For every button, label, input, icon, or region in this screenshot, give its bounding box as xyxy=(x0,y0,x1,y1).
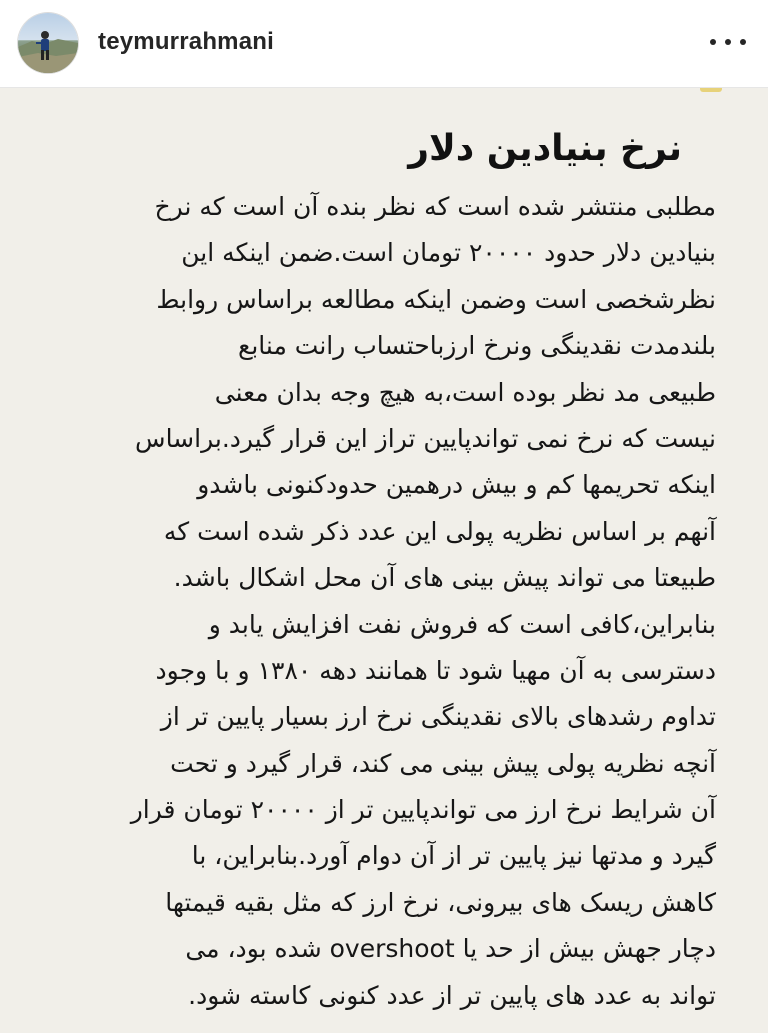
post-line: طبیعتا می تواند پیش بینی های آن محل اشکال باشد. xyxy=(173,563,716,593)
username[interactable]: teymurrahmani xyxy=(98,28,274,55)
post-header xyxy=(0,0,768,88)
post-line: بنیادین دلار حدود ۲۰۰۰۰ تومان است.ضمن اینکه این xyxy=(181,238,716,268)
more-dot xyxy=(710,39,716,45)
post-line: گیرد و مدتها نیز پایین تر از آن دوام آورد.بنابراین، با xyxy=(191,841,716,871)
more-dot xyxy=(725,39,731,45)
post-line: آنچه نظریه پولی پیش بینی می کند، قرار گیرد و تحت xyxy=(170,748,716,778)
post-line: دسترسی به آن مهیا شود تا همانند دهه ۱۳۸۰ و با وجود xyxy=(155,655,716,685)
post-title: نرخ بنیادین دلار xyxy=(408,128,682,169)
post-line: اینکه تحریمها کم و بیش درهمین حدودکنونی باشدو xyxy=(197,470,716,500)
post-line: تواند به عدد های پایین تر از عدد کنونی کاسته شود. xyxy=(188,980,716,1010)
avatar[interactable] xyxy=(18,13,78,73)
post-line: آنهم بر اساس نظریه پولی این عدد ذکر شده است که xyxy=(163,516,716,546)
avatar-photo xyxy=(18,13,78,73)
more-horizontal-icon[interactable] xyxy=(710,30,746,54)
post-line: بلندمدت نقدینگی ونرخ ارزباحتساب رانت منابع xyxy=(238,331,716,361)
post-image[interactable] xyxy=(0,88,768,1033)
post-line: کاهش ریسک های بیرونی، نرخ ارز که مثل بقیه قیمتها xyxy=(165,887,716,917)
post-line: طبیعی مد نظر بوده است،به هیچ وجه بدان معنی xyxy=(214,377,716,407)
more-dot xyxy=(740,39,746,45)
post-line: مطلبی منتشر شده است که نظر بنده آن است که نرخ xyxy=(154,192,716,221)
post-body xyxy=(36,184,716,1019)
post-line: دچار جهش بیش از حد یا overshoot شده بود، می xyxy=(185,934,716,964)
post-line: نیست که نرخ نمی تواندپایین تراز این قرار گیرد.براساس xyxy=(135,423,716,453)
post-line: آن شرایط نرخ ارز می تواندپایین تر از ۲۰۰۰۰ تومان قرار xyxy=(130,795,716,825)
post-line: بنابراین،کافی است که فروش نفت افزایش یابد و xyxy=(208,609,716,639)
post-accent-mark xyxy=(700,88,722,92)
post-line: نظرشخصی است وضمن اینکه مطالعه براساس روابط xyxy=(156,284,716,314)
post-line: تداوم رشدهای بالای نقدینگی نرخ ارز بسیار پایین تر از xyxy=(160,702,716,732)
